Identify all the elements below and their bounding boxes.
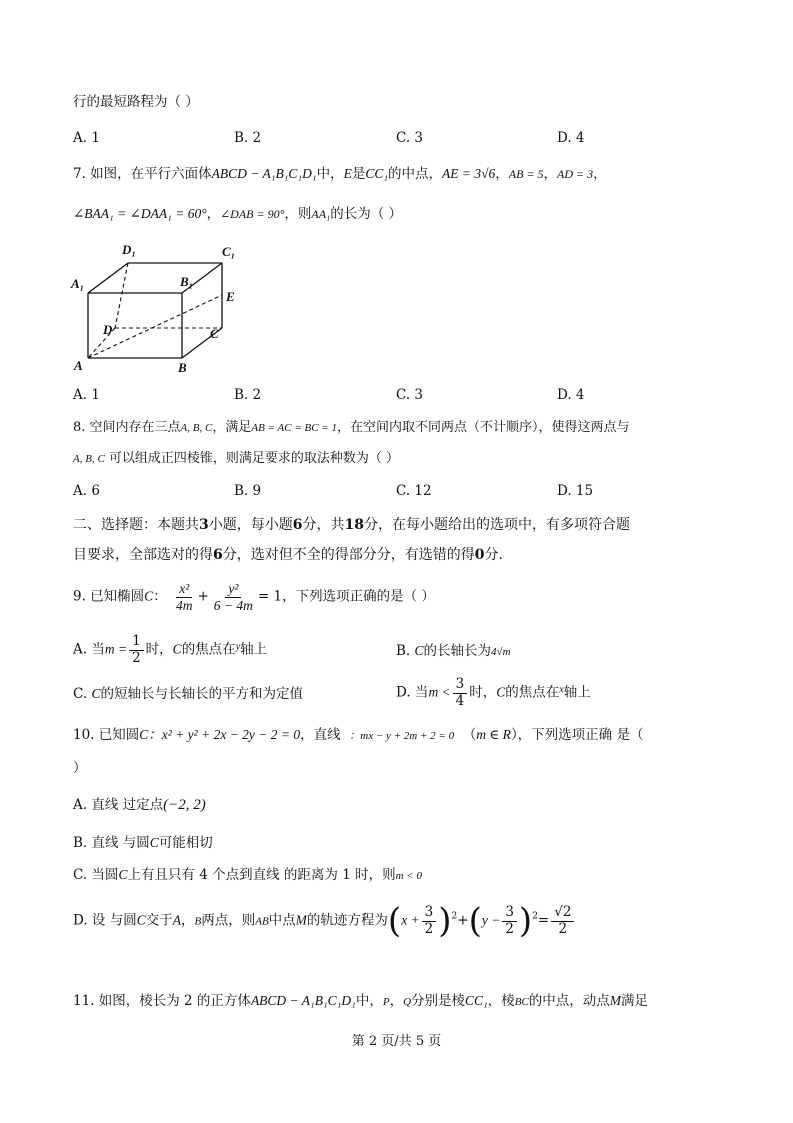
label-c1: C₁ [222,244,236,259]
q7-option-d: D. 4 [557,387,585,403]
q9-option-a: A. 当m = $\frac{1}{2}$ 时，C的焦点在$^y$轴上 [73,633,268,666]
label-b1: B₁ [180,274,194,289]
q7-option-a: A. 1 [73,387,100,403]
q8-option-d: D. 15 [557,483,594,499]
q6-option-d: D. 4 [557,130,585,146]
q8-stem-line1: 8. 空间内存在三点A, B, C，满足AB = AC = BC = 1，在空间内取不同两点（不计顺序），使得这两点与 [73,420,630,435]
page-footer: 第 2 页/共 5 页 [351,1034,442,1049]
label-e: E [226,289,235,304]
q10-stem: 10. 已知圆C：x² + y² + 2x − 2y − 2 = 0，直线 ：mx − y + 2m + 2 = 0 （m ∈ R），下列选项正确 是（ [73,727,644,743]
section2-heading-line1: 二、选择题：本题共3小题，每小题6分，共18分，在每小题给出的选项中，有多项符合题 [73,517,630,533]
q7-parallelepiped-figure [70,238,250,378]
q6-tail: 行的最短路程为（ ） [73,94,199,110]
q10-option-d: D. 设 与圆C交于A，B两点，则AB中点M的轨迹方程为(x + $\frac{3}{2}$ )$^2$+(y − $\frac{3}{2}$ )$^2$= $\frac{√2}{2}$ [73,904,576,938]
q8-option-b: B. 9 [234,483,262,499]
q10-option-a: A. 直线 过定点(−2, 2) [73,797,206,813]
q7-stem-line2: ∠BAA₁ = ∠DAA₁ = 60°，∠DAB = 90°，则AA₁的长为（ ） [73,206,403,222]
q9-option-c: C. C的短轴长与长轴长的平方和为定值 [73,686,303,702]
q10-option-c: C. 当圆C上有且只有 4 个点到直线 的距离为 1 时，则m < 0 [73,867,422,883]
label-a1: A₁ [71,276,85,291]
q6-option-b: B. 2 [234,130,262,146]
q6-option-c: C. 3 [396,130,424,146]
q10-option-b: B. 直线 与圆C可能相切 [73,835,213,851]
q7-option-b: B. 2 [234,387,262,403]
label-c: C [210,326,219,341]
q9-option-d: D. 当m < $\frac{3}{4}$ 时，C的焦点在$^x$轴上 [396,676,591,709]
q7-stem-line1: 7. 如图，在平行六面体ABCD − A₁B₁C₁D₁中，E是CC₁的中点，AE = 3√6，AB = 5，AD = 3， [73,166,607,182]
q8-option-c: C. 12 [396,483,432,499]
q10-stem-close: ） [73,760,87,776]
label-d1: D₁ [122,242,136,257]
q8-stem-line2: A, B, C 可以组成正四棱锥，则满足要求的取法种数为（ ） [73,451,400,466]
label-d: D [103,322,113,337]
q9-stem: 9. 已知椭圆C： $\frac{\text{x²}}{4m}$ + $\frac{\text{y²}}{6 - 4m}$ = 1，下列选项正确的是（ ） [73,581,435,613]
q7-option-c: C. 3 [396,387,424,403]
q11-stem: 11. 如图，棱长为 2 的正方体ABCD − A₁B₁C₁D₁中，P，Q分别是棱CC₁，棱BC的中点，动点M满足 [73,993,649,1009]
section2-heading-line2: 目要求，全部选对的得6分，选对但不全的得部分分，有选错的得0分. [73,547,503,563]
label-b: B [178,360,187,375]
q9-option-b: B. C的长轴长为4√m [396,643,511,659]
q8-option-a: A. 6 [73,483,100,499]
label-a: A [74,358,83,373]
q6-option-a: A. 1 [73,130,100,146]
